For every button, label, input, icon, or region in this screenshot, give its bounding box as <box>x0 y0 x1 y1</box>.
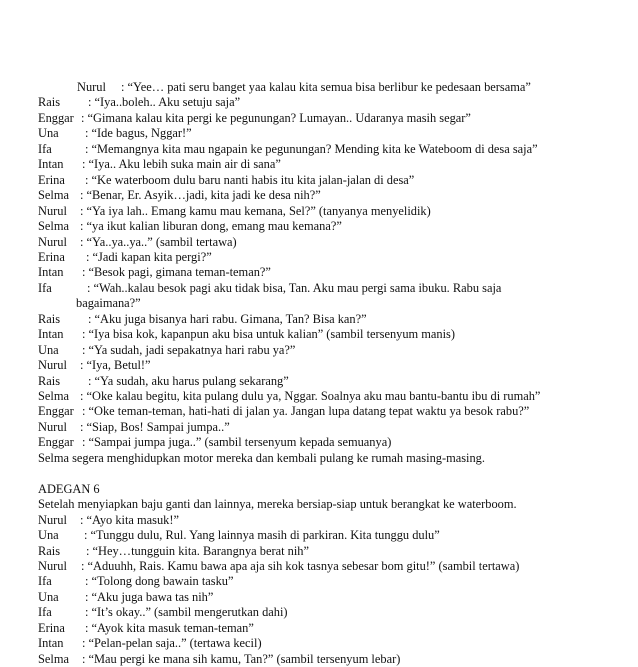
speaker-name: Ifa <box>38 574 52 589</box>
speaker-name: Rais <box>38 543 61 558</box>
speaker-name: Selma <box>38 389 69 403</box>
dialogue-line <box>0 156 638 172</box>
speaker-name: Rais <box>38 95 61 110</box>
speaker-name: Nurul <box>77 80 106 94</box>
dialogue-text: : “Ayok kita masuk teman-teman” <box>85 620 254 635</box>
dialogue-text: : “Iya bisa kok, kapanpun aku bisa untuk kalian” (sambil tersenyum manis) <box>82 327 456 342</box>
dialogue-line <box>0 94 638 110</box>
dialogue-text: : “Wah..kalau besok pagi aku tidak bisa, Tan. Aku mau pergi sama ibuku. Rabu saja <box>87 280 502 295</box>
dialogue-text: : “Gimana kalau kita pergi ke pegunungan? Lumayan.. Udaranya masih segar” <box>81 110 471 125</box>
dialogue-line <box>0 342 638 358</box>
dialogue-line <box>0 419 638 435</box>
dialogue-text: : “Ke waterboom dulu baru nanti habis itu kita jalan-jalan di desa” <box>85 172 415 187</box>
dialogue-text: : “Ya..ya..ya..” (sambil tertawa) <box>80 234 237 249</box>
dialogue-line <box>0 141 638 157</box>
speaker-name: Intan <box>38 636 64 651</box>
speaker-name: Intan <box>38 327 64 342</box>
dialogue-line <box>0 589 638 605</box>
dialogue-line <box>0 203 638 219</box>
dialogue-line <box>0 604 638 620</box>
dialogue-line <box>0 434 638 450</box>
dialogue-line <box>0 512 638 528</box>
dialogue-text: : “Memangnya kita mau ngapain ke pegunungan? Mending kita ke Wateboom di desa saja” <box>85 141 538 156</box>
dialogue-line <box>0 311 638 327</box>
narration-text: bagaimana?” <box>76 296 141 311</box>
dialogue-line <box>0 450 638 466</box>
dialogue-line <box>0 264 638 280</box>
dialogue-text: : “Oke kalau begitu, kita pulang dulu ya, Nggar. Soalnya aku mau bantu-bantu ibu di rumah” <box>80 389 541 403</box>
dialogue-line <box>0 558 638 574</box>
speaker-name: Intan <box>38 157 64 172</box>
speaker-name: Enggar <box>38 404 74 419</box>
speaker-name: Erina <box>38 172 65 187</box>
dialogue-line <box>0 543 638 559</box>
dialogue-line <box>0 110 638 126</box>
dialogue-text: : “Ya sudah, jadi sepakatnya hari rabu ya?” <box>82 342 296 357</box>
dialogue-text: : “Ya sudah, aku harus pulang sekarang” <box>88 373 289 388</box>
dialogue-text: : “Aku juga bisanya hari rabu. Gimana, Tan? Bisa kan?” <box>88 311 367 326</box>
speaker-name: Nurul <box>38 358 67 373</box>
dialogue-line <box>0 620 638 636</box>
speaker-name: Nurul <box>38 203 67 218</box>
speaker-name: Nurul <box>38 512 67 527</box>
dialogue-line <box>0 125 638 141</box>
speaker-name: Selma <box>38 188 69 203</box>
dialogue-text: : “Iya, Betul!” <box>80 358 151 373</box>
dialogue-line <box>0 295 638 311</box>
dialogue-text: : “ya ikut kalian liburan dong, emang mau kemana?” <box>80 219 342 234</box>
dialogue-line <box>0 651 638 667</box>
speaker-name: Enggar <box>38 110 74 125</box>
dialogue-text: : “Yee… pati seru banget yaa kalau kita semua bisa berlibur ke pedesaan bersama” <box>121 80 531 94</box>
speaker-name: Ifa <box>38 605 52 620</box>
speaker-name: Ifa <box>38 141 52 156</box>
dialogue-text: : “Pelan-pelan saja..” (tertawa kecil) <box>82 636 262 651</box>
dialogue-text: : “Iya..boleh.. Aku setuju saja” <box>88 95 241 110</box>
dialogue-line <box>0 172 638 188</box>
dialogue-line <box>0 280 638 296</box>
speaker-name: Erina <box>38 249 65 264</box>
speaker-name: Rais <box>38 311 61 326</box>
dialogue-text: : “Jadi kapan kita pergi?” <box>86 249 212 264</box>
dialogue-text: : “Aku juga bawa tas nih” <box>85 589 214 604</box>
dialogue-line <box>0 234 638 250</box>
narration-text: ADEGAN 6 <box>38 481 100 496</box>
speaker-name: Una <box>38 528 59 543</box>
speaker-name: Intan <box>38 265 64 280</box>
dialogue-line <box>0 388 638 404</box>
dialogue-line <box>0 187 638 203</box>
dialogue-line <box>0 218 638 234</box>
narration-text: Selma segera menghidupkan motor mereka dan kembali pulang ke rumah masing-masing. <box>38 450 485 465</box>
speaker-name: Enggar <box>38 435 74 450</box>
dialogue-text: : “Ayo kita masuk!” <box>80 512 179 527</box>
speaker-name: Ifa <box>38 280 52 295</box>
dialogue-line <box>0 357 638 373</box>
dialogue-text: : “Ide bagus, Nggar!” <box>85 126 192 141</box>
dialogue-line <box>0 373 638 389</box>
dialogue-line <box>0 403 638 419</box>
speaker-name: Una <box>38 342 59 357</box>
dialogue-text: : “Iya.. Aku lebih suka main air di sana” <box>82 157 281 172</box>
dialogue-text: : “Ya iya lah.. Emang kamu mau kemana, Sel?” (tanyanya menyelidik) <box>80 203 431 218</box>
speaker-name: Erina <box>38 620 65 635</box>
dialogue-text: : “Tolong dong bawain tasku” <box>85 574 234 589</box>
dialogue-line <box>0 249 638 265</box>
dialogue-text: : “Tunggu dulu, Rul. Yang lainnya masih di parkiran. Kita tunggu dulu” <box>84 528 440 543</box>
dialogue-text: : “Hey…tungguin kita. Barangnya berat nih” <box>86 543 309 558</box>
dialogue-text: : “Mau pergi ke mana sih kamu, Tan?” (sambil tersenyum lebar) <box>82 651 401 666</box>
dialogue-text: : “Benar, Er. Asyik…jadi, kita jadi ke desa nih?” <box>80 188 321 203</box>
dialogue-line <box>0 573 638 589</box>
speaker-name: Una <box>38 589 59 604</box>
dialogue-line <box>0 527 638 543</box>
dialogue-line <box>0 465 638 481</box>
dialogue-text: : “Oke teman-teman, hati-hati di jalan ya. Jangan lupa datang tepat waktu ya besok rabu?” <box>82 404 530 419</box>
dialogue-line <box>0 635 638 651</box>
dialogue-text: : “Sampai jumpa juga..” (sambil tersenyum kepada semuanya) <box>82 435 392 450</box>
speaker-name: Nurul <box>38 558 67 573</box>
speaker-name: Selma <box>38 219 69 234</box>
dialogue-line <box>0 481 638 497</box>
speaker-name: Rais <box>38 373 61 388</box>
dialogue-line <box>0 496 638 512</box>
dialogue-text: : “Besok pagi, gimana teman-teman?” <box>82 265 271 280</box>
dialogue-line <box>0 79 638 95</box>
dialogue-line <box>0 326 638 342</box>
narration-text: Setelah menyiapkan baju ganti dan lainnya, mereka bersiap-siap untuk berangkat ke waterboom. <box>38 497 517 512</box>
dialogue-text: : “It’s okay..” (sambil mengerutkan dahi) <box>85 605 288 620</box>
dialogue-text: : “Aduuhh, Rais. Kamu bawa apa aja sih kok tasnya sebesar bom gitu!” (sambil tertawa) <box>81 558 520 573</box>
dialogue-text: : “Siap, Bos! Sampai jumpa..” <box>80 419 230 434</box>
speaker-name: Selma <box>38 651 69 666</box>
speaker-name: Nurul <box>38 419 67 434</box>
speaker-name: Una <box>38 126 59 141</box>
speaker-name: Nurul <box>38 234 67 249</box>
